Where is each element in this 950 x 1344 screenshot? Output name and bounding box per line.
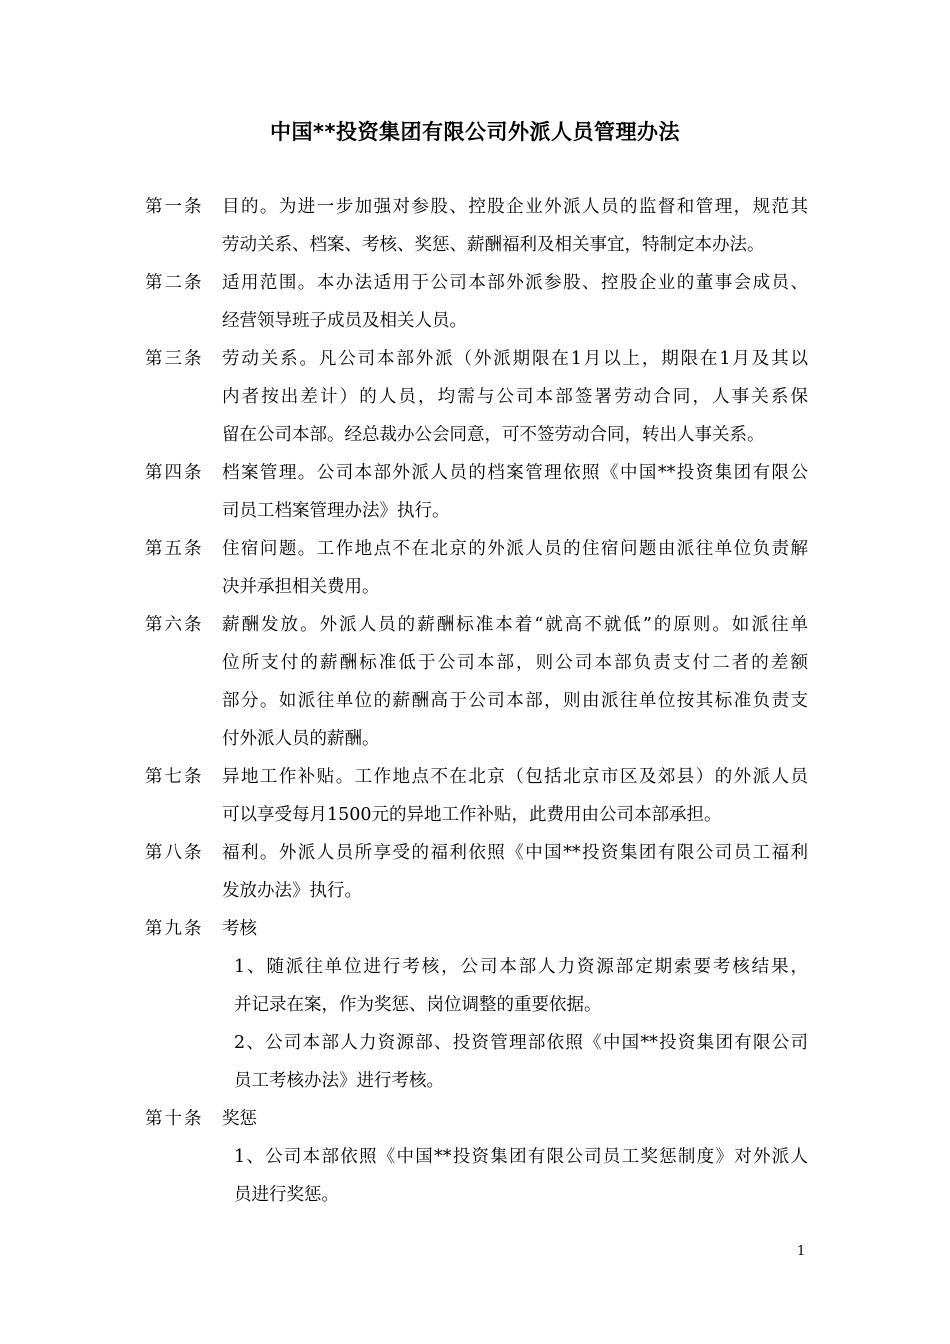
article-5-line-2: 决并承担相关费用。 xyxy=(222,577,380,597)
article-1-label: 第一条 xyxy=(145,197,204,217)
article-10-item-1-line-2: 员进行奖惩。 xyxy=(234,1185,339,1205)
article-2-line-1: 适用范围。本办法适用于公司本部外派参股、控股企业的董事会成员、 xyxy=(222,273,808,293)
article-9-item-2-line-1: 2、公司本部人力资源部、投资管理部依照《中国**投资集团有限公司 xyxy=(234,1033,808,1053)
article-5-line-1: 住宿问题。工作地点不在北京的外派人员的住宿问题由派往单位负责解 xyxy=(222,539,808,559)
article-10-item-1-line-1: 1、公司本部依照《中国**投资集团有限公司员工奖惩制度》对外派人 xyxy=(234,1147,808,1167)
article-4-label: 第四条 xyxy=(145,463,204,483)
article-9-heading: 考核 xyxy=(222,919,257,939)
article-6-line-2: 位所支付的薪酬标准低于公司本部，则公司本部负责支付二者的差额 xyxy=(222,653,808,673)
article-10-label: 第十条 xyxy=(145,1109,204,1129)
article-4-line-2: 司员工档案管理办法》执行。 xyxy=(222,501,450,521)
article-6-line-3: 部分。如派往单位的薪酬高于公司本部，则由派往单位按其标准负责支 xyxy=(222,691,808,711)
article-6-line-1: 薪酬发放。外派人员的薪酬标准本着“就高不就低”的原则。如派往单 xyxy=(222,615,808,635)
article-9-item-1-line-2: 并记录在案，作为奖惩、岗位调整的重要依据。 xyxy=(234,995,602,1015)
article-4-line-1: 档案管理。公司本部外派人员的档案管理依照《中国**投资集团有限公 xyxy=(222,463,808,483)
article-6-line-4: 付外派人员的薪酬。 xyxy=(222,729,380,749)
article-1-line-1: 目的。为进一步加强对参股、控股企业外派人员的监督和管理，规范其 xyxy=(222,197,808,217)
article-8-line-1: 福利。外派人员所享受的福利依照《中国**投资集团有限公司员工福利 xyxy=(222,843,808,863)
article-9-label: 第九条 xyxy=(145,919,204,939)
article-8-line-2: 发放办法》执行。 xyxy=(222,881,362,901)
article-3-line-3: 留在公司本部。经总裁办公会同意，可不签劳动合同，转出人事关系。 xyxy=(222,425,765,445)
article-5-label: 第五条 xyxy=(145,539,204,559)
article-9-item-2-line-2: 员工考核办法》进行考核。 xyxy=(234,1071,444,1091)
article-9-item-1-line-1: 1、随派往单位进行考核，公司本部人力资源部定期索要考核结果， xyxy=(234,957,808,977)
article-6-label: 第六条 xyxy=(145,615,204,635)
article-3-label: 第三条 xyxy=(145,349,204,369)
article-2-line-2: 经营领导班子成员及相关人员。 xyxy=(222,311,467,331)
page-number: 1 xyxy=(797,1244,806,1259)
article-1-line-2: 劳动关系、档案、考核、奖惩、薪酬福利及相关事宜，特制定本办法。 xyxy=(222,235,765,255)
article-10-heading: 奖惩 xyxy=(222,1109,257,1129)
article-7-label: 第七条 xyxy=(145,767,204,787)
article-2-label: 第二条 xyxy=(145,273,204,293)
document-title: 中国**投资集团有限公司外派人员管理办法 xyxy=(270,120,680,144)
article-3-line-1: 劳动关系。凡公司本部外派（外派期限在1月以上，期限在1月及其以 xyxy=(222,349,808,369)
article-7-line-1: 异地工作补贴。工作地点不在北京（包括北京市区及郊县）的外派人员 xyxy=(222,767,808,787)
article-3-line-2: 内者按出差计）的人员，均需与公司本部签署劳动合同，人事关系保 xyxy=(222,387,808,407)
article-7-line-2: 可以享受每月1500元的异地工作补贴，此费用由公司本部承担。 xyxy=(222,805,722,825)
article-8-label: 第八条 xyxy=(145,843,204,863)
